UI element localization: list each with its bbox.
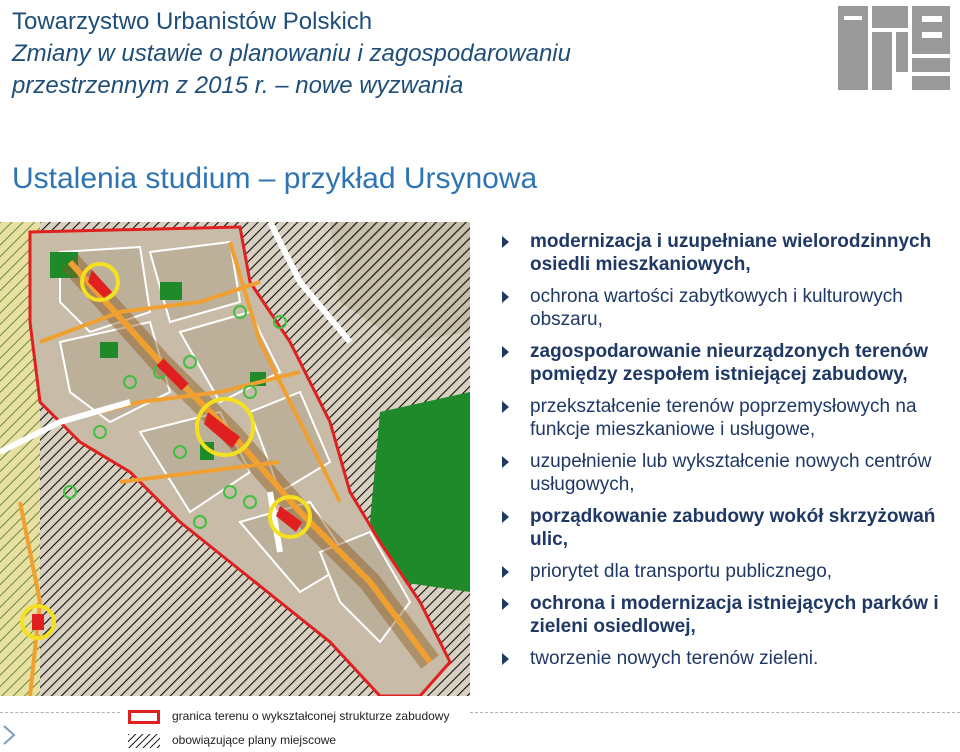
slide-header — [12, 6, 792, 102]
subtitle-line-2: przestrzennym z 2015 r. – nowe wyzwania — [12, 72, 464, 99]
list-item — [498, 647, 954, 670]
list-item-text: porządkowanie zabudowy wokół skrzyżowań ulic, — [530, 506, 936, 550]
map-legend — [128, 706, 488, 752]
list-item — [498, 505, 954, 551]
bullet-arrow-icon — [502, 511, 509, 523]
list-item-text: ochrona i modernizacja istniejących parków i zieleni osiedlowej, — [530, 593, 939, 637]
divider-left — [0, 712, 120, 713]
legend-item-local-plans — [128, 732, 488, 750]
organization-name: Towarzystwo Urbanistów Polskich — [12, 8, 373, 35]
list-item-text: zagospodarowanie nieurządzonych terenów pomiędzy zespołem istniejącej zabudowy, — [530, 341, 929, 385]
slide-title: Ustalenia studium – przykład Ursynowa — [12, 162, 538, 195]
list-item — [498, 560, 954, 583]
slide-nav-arrow-icon[interactable] — [2, 724, 16, 746]
list-item — [498, 340, 954, 386]
list-item-text: modernizacja i uzupełniane wielorodzinnych osiedli mieszkaniowych, — [530, 231, 932, 275]
bullet-arrow-icon — [502, 566, 509, 578]
legend-label: granica terenu o wykształconej strukturze zabudowy — [172, 709, 450, 723]
ursynow-study-map — [0, 222, 470, 696]
list-item-text: priorytet dla transportu publicznego, — [530, 561, 833, 582]
list-item — [498, 592, 954, 638]
study-findings-list — [498, 230, 954, 679]
divider-right — [470, 712, 960, 713]
bullet-arrow-icon — [502, 401, 509, 413]
legend-swatch-red-boundary — [128, 710, 160, 724]
list-item — [498, 230, 954, 276]
list-item-text: uzupełnienie lub wykształcenie nowych centrów usługowych, — [530, 451, 932, 495]
list-item-text: tworzenie nowych terenów zieleni. — [530, 648, 819, 669]
list-item — [498, 395, 954, 441]
bullet-arrow-icon — [502, 236, 509, 248]
bullet-arrow-icon — [502, 346, 509, 358]
bullet-arrow-icon — [502, 598, 509, 610]
legend-item-boundary — [128, 708, 488, 726]
bullet-arrow-icon — [502, 653, 509, 665]
legend-swatch-hatch — [128, 734, 160, 748]
list-item — [498, 450, 954, 496]
bullet-arrow-icon — [502, 456, 509, 468]
tup-logo — [834, 2, 954, 94]
list-item-text: ochrona wartości zabytkowych i kulturowych obszaru, — [530, 286, 903, 330]
bullet-arrow-icon — [502, 291, 509, 303]
list-item-text: przekształcenie terenów poprzemysłowych na funkcje mieszkaniowe i usługowe, — [530, 396, 917, 440]
legend-label: obowiązujące plany miejscowe — [172, 733, 337, 747]
list-item — [498, 285, 954, 331]
subtitle-line-1: Zmiany w ustawie o planowaniu i zagospodarowaniu — [12, 40, 571, 67]
